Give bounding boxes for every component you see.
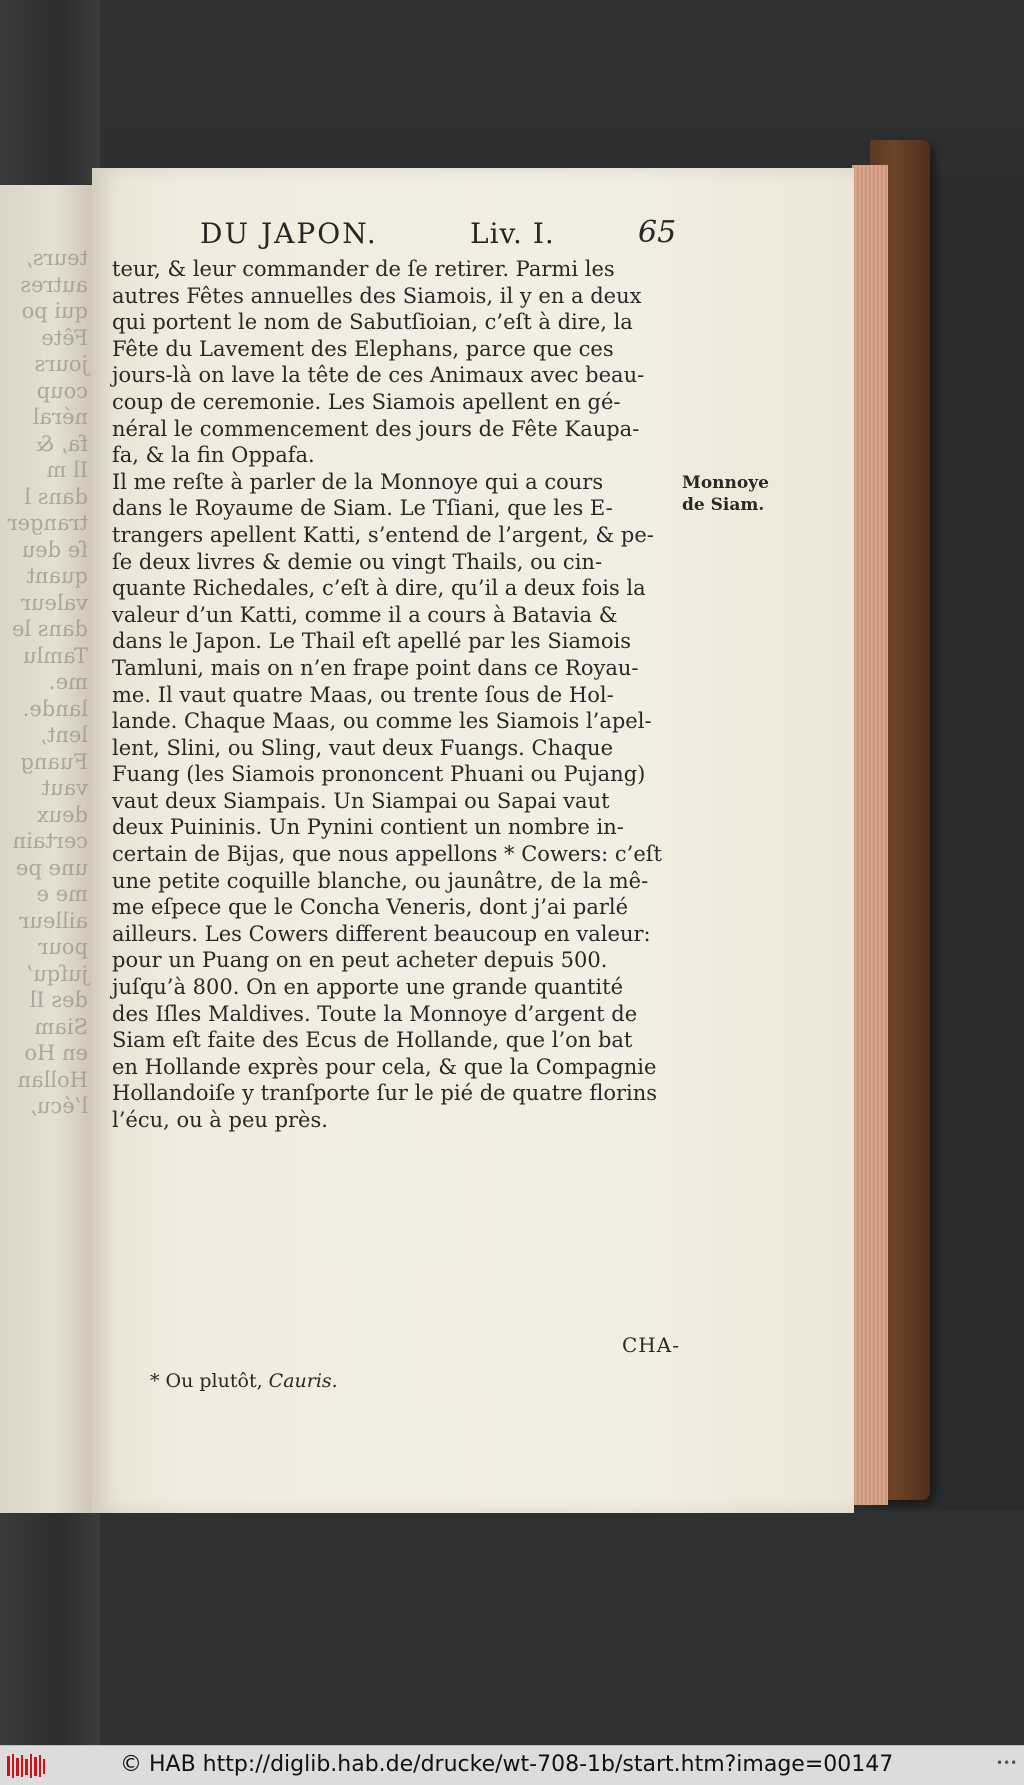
bleed-line: fa, & — [35, 431, 88, 456]
text-line: trangers apellent Katti, s’entend de l’argent, & pe- — [112, 522, 654, 547]
text-line: me. Il vaut quatre Maas, ou trente ſous de Hol- — [112, 682, 614, 707]
bleed-line: tranger — [7, 511, 88, 535]
page-header — [200, 217, 680, 257]
text-line: pour un Puang on en peut acheter depuis 500. — [112, 948, 608, 973]
viewer-footer-bar — [0, 1745, 1024, 1785]
text-line: certain de Bijas, que nous appellons * Cowers: c’eſt — [112, 842, 662, 867]
bleed-line: quant — [26, 564, 88, 588]
text-line: des Iſles Maldives. Toute la Monnoye d’argent de — [112, 1001, 638, 1026]
bleed-line: me. — [48, 670, 88, 694]
text-line: teur, & leur commander de ſe retirer. Parmi les — [112, 257, 615, 281]
bleed-line: coup — [36, 378, 88, 403]
text-line: dans le Japon. Le Thail eſt apellé par les Siamois — [112, 629, 632, 654]
bleed-line: Fête — [41, 325, 88, 350]
scan-background-bottom — [0, 1510, 1024, 1745]
book-number: Liv. I. — [470, 217, 555, 250]
text-line: valeur d’un Katti, comme il a cours à Batavia & — [112, 602, 618, 627]
bleed-line: me e — [36, 882, 88, 906]
text-line: juſqu’à 800. On en apporte une grande quantité — [112, 975, 624, 1000]
text-line: fa, & la fin Oppafa. — [112, 443, 315, 468]
footnote-text: * Ou plutôt, — [150, 1370, 263, 1392]
bleed-line: dans le — [11, 617, 88, 641]
marginal-note — [682, 472, 769, 516]
bleed-line: autres — [20, 272, 88, 297]
bleed-line: des Il — [29, 988, 88, 1012]
bleed-line: qui po — [21, 299, 88, 323]
bleed-line: lande. — [22, 696, 88, 721]
bleed-line: Il m — [46, 458, 88, 482]
text-line: Fuang (les Siamois prononcent Phuani ou Pujang) — [112, 762, 646, 787]
marginal-note-line: de Siam. — [682, 495, 765, 515]
catchword: CHA- — [622, 1333, 680, 1357]
bleed-line: deux — [36, 802, 88, 827]
bleed-line: juſqu’ — [26, 961, 88, 986]
text-line: en Hollande exprès pour cela, & que la Compagnie — [112, 1054, 657, 1079]
bleed-line: lent, — [40, 723, 88, 747]
text-line: une petite coquille blanche, ou jaunâtre, de la mê- — [112, 868, 649, 893]
text-line: Hollandoiſe y tranſporte ſur le pié de quatre florins — [112, 1081, 658, 1106]
text-line: ailleurs. Les Cowers different beaucoup en valeur: — [112, 921, 651, 946]
bleed-line: valeur — [20, 590, 88, 615]
bleed-line: une pe — [15, 855, 88, 880]
page-number: 65 — [638, 215, 677, 250]
footnote — [150, 1370, 338, 1392]
bleed-line: jours — [34, 352, 88, 376]
bleed-line: ailleur — [19, 908, 88, 933]
text-line: néral le commencement des jours de Fête Kaupa- — [112, 416, 640, 441]
text-line: lande. Chaque Maas, ou comme les Siamois l’apel- — [112, 709, 652, 734]
bleed-line: Tamlu — [22, 643, 88, 668]
running-head: DU JAPON. — [200, 217, 378, 250]
footnote-italic: Cauris. — [268, 1370, 338, 1392]
text-line: Il me reſte à parler de la Monnoye qui a cours — [112, 469, 604, 494]
text-line: me eſpece que le Concha Veneris, dont j’ai parlé — [112, 895, 629, 920]
marginal-note-line: Monnoye — [682, 473, 769, 493]
text-line: ſe deux livres & demie ou vingt Thails, ou cin- — [112, 549, 603, 574]
bleed-line: certain — [12, 829, 88, 853]
bleed-line: Siam — [34, 1014, 88, 1039]
text-line: dans le Royaume de Siam. Le Tſiani, que les E- — [112, 496, 613, 521]
text-line: Siam eſt faite des Ecus de Hollande, que l’on bat — [112, 1028, 633, 1053]
bleed-line: Fuang — [20, 749, 88, 774]
text-line: qui portent le nom de Sabutſioian, c’eſt à dire, la — [112, 310, 633, 335]
hab-logo-icon — [6, 1753, 46, 1779]
text-line: autres Fêtes annuelles des Siamois, il y en a deux — [112, 283, 642, 308]
bleed-line: teurs, — [26, 246, 88, 270]
bleed-line: dans l — [24, 484, 88, 509]
text-line: l’écu, ou à peu près. — [112, 1108, 328, 1132]
bleed-line: vaut — [41, 776, 88, 800]
body-text — [112, 256, 687, 1134]
bleed-line: néral — [32, 405, 88, 429]
text-line: vaut deux Siampais. Un Siampai ou Sapai vaut — [112, 788, 610, 813]
text-line: Tamluni, mais on n’en frape point dans ce Royau- — [112, 655, 639, 680]
page-edges — [852, 165, 888, 1505]
bleed-line: Hollan — [17, 1067, 88, 1092]
bleed-line: en Ho — [24, 1041, 88, 1065]
text-line: deux Puininis. Un Pynini contient un nombre in- — [112, 815, 624, 840]
facing-page-bleed-through — [4, 245, 88, 1120]
more-options-icon[interactable]: ••• — [996, 1756, 1018, 1770]
bleed-line: ſe deu — [21, 537, 88, 562]
facing-page — [0, 185, 94, 1513]
text-line: coup de ceremonie. Les Siamois apellent en gé- — [112, 389, 621, 414]
text-line: quante Richedales, c’eſt à dire, qu’il a deux fois la — [112, 576, 646, 601]
text-line: lent, Slini, ou Sling, vaut deux Fuangs. Chaque — [112, 735, 614, 760]
bleed-line: l’écu, — [30, 1094, 88, 1118]
text-line: Fête du Lavement des Elephans, parce que ces — [112, 336, 614, 361]
bleed-line: pour — [38, 935, 88, 959]
text-line: jours-là on lave la tête de ces Animaux avec beau- — [112, 363, 645, 388]
copyright-link[interactable]: © HAB http://diglib.hab.de/drucke/wt-708-1b/start.htm?image=00147 — [120, 1752, 894, 1777]
